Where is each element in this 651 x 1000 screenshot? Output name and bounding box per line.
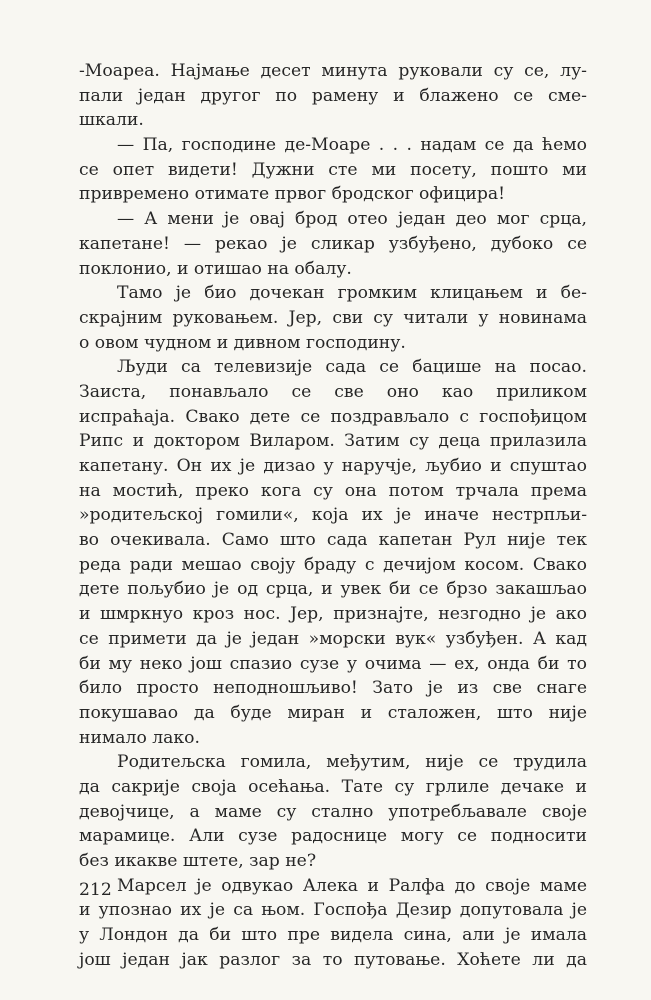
text-line: у Лондон да би што пре видела сина, али је имала (79, 925, 587, 946)
text-line: Тамо је био дочекан громким клицањем и бе- (117, 283, 587, 304)
text-line: »родитељској гомили«, која их је иначе нестрпљи- (79, 505, 587, 526)
text-line: девојчице, а маме су стално употребљавале своје (79, 801, 587, 822)
text-line: — Па, господине де-Моаре . . . надам се да ћемо (117, 135, 587, 156)
text-line: испраћаја. Свако дете се поздрављало с госпођицом (79, 406, 587, 427)
text-line: во очекивала. Само што сада капетан Рул није тек (79, 530, 587, 551)
text-line: Заиста, понављало се све оно као приликом (79, 381, 587, 402)
text-line: још један јак разлог за то путовање. Хоћете ли да (79, 949, 587, 970)
text-line: марамице. Али сузе радоснице могу се подносити (79, 826, 587, 847)
text-line: пали један другог по рамену и блажено се сме- (79, 85, 587, 106)
body-text (79, 59, 587, 972)
page-number: 212 (79, 880, 112, 900)
text-line: шкали. (79, 110, 144, 131)
text-line: скрајним руковањем. Јер, сви су читали у новинама (79, 307, 587, 328)
text-line: привремено отимате првог бродског официра! (79, 184, 505, 205)
text-line: и шмркнуо кроз нос. Јер, признајте, незгодно је ако (79, 604, 587, 625)
text-line: -Мoареа. Најмање десет минута руковали су се, лу- (79, 61, 587, 81)
text-line: нимало лако. (79, 727, 200, 748)
text-line: Марсел је одвукао Алека и Ралфа до своје маме (117, 875, 587, 896)
text-line: без икакве штете, зар не? (79, 851, 317, 871)
text-line: поклонио, и отишао на обалу. (79, 258, 352, 279)
text-line: покушавао да буде миран и сталожен, што није (79, 702, 587, 723)
text-line: се опет видети! Дужни сте ми посету, пошто ми (79, 159, 587, 180)
text-line: о овом чудном и дивном господину. (79, 332, 406, 353)
text-line: и упознао их је са њом. Госпођа Дезир допутовала је (79, 900, 587, 921)
text-line: Родитељска гомила, међутим, није се трудила (117, 752, 587, 773)
text-line: се примети да је један »морски вук« узбуђен. А кад (79, 628, 587, 649)
text-line: реда ради мешао своју браду с дечијом косом. Свако (79, 554, 587, 575)
text-line: да сакрије своја осећања. Тате су грлиле дечаке и (79, 776, 587, 797)
text-line: на мостић, преко кога су она потом трчала према (79, 480, 587, 501)
text-line: дете пољубио је од срца, и увек би се брзо закашљао (79, 579, 587, 600)
text-line: Рипс и доктором Виларом. Затим су деца прилазила (79, 431, 587, 452)
text-line: било просто неподношљиво! Зато је из све снаге (79, 678, 587, 699)
text-line: капетану. Он их је дизао у наручје, љубио и спуштао (79, 456, 587, 476)
text-line: Људи са телевизије сада се бацише на посао. (117, 357, 587, 378)
text-line: би му неко још спазио сузе у очима — ех, онда би то (79, 653, 587, 674)
text-line: капетане! — рекао је сликар узбуђено, дубоко се (79, 233, 587, 254)
text-line: — А мени је овај брод отео један део мог срца, (117, 209, 587, 230)
